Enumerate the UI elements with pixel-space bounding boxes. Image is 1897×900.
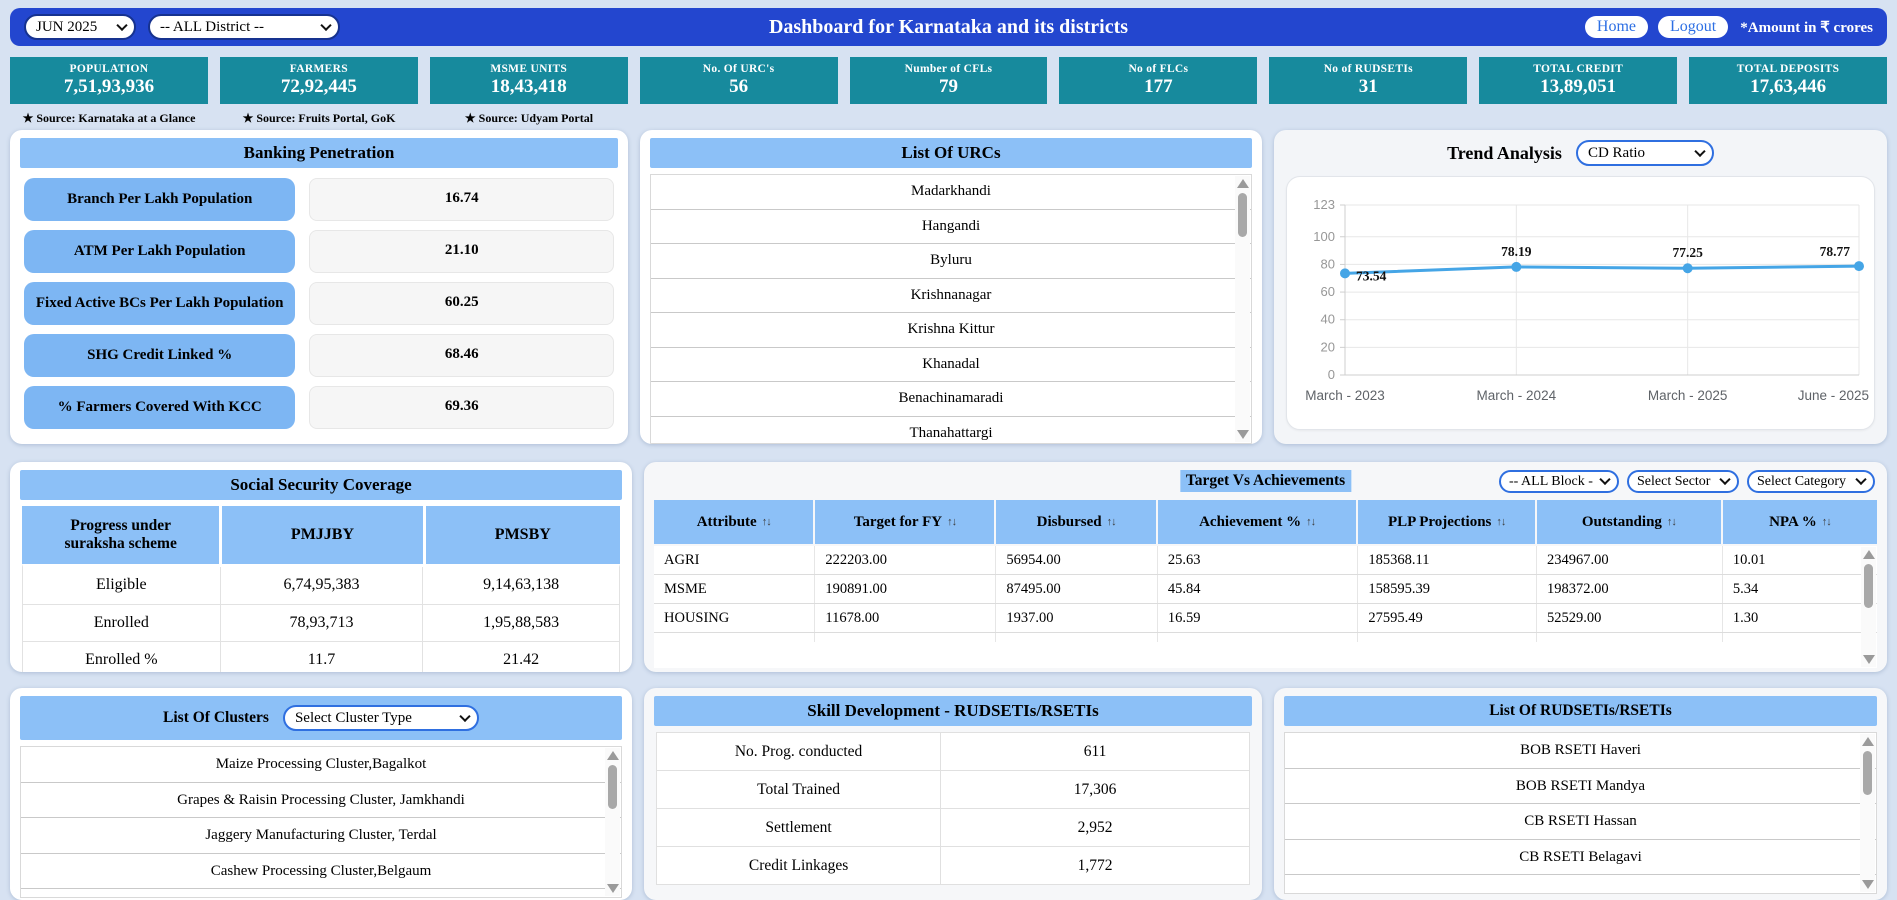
skill-development-panel	[644, 688, 1262, 900]
cell: 21.42	[422, 642, 619, 672]
sort-icon[interactable]: ↑↓	[1821, 516, 1831, 528]
cell: 2,952	[1077, 818, 1113, 836]
skill-table-row	[657, 809, 1249, 847]
sort-icon[interactable]: ↑↓	[947, 516, 957, 528]
scroll-down-icon[interactable]	[607, 884, 619, 893]
cell: Settlement	[657, 809, 941, 846]
clusters-panel	[10, 688, 632, 900]
social-table-row	[23, 605, 619, 643]
target-table-header	[654, 500, 1877, 544]
stat-label: TOTAL DEPOSITS	[1736, 63, 1840, 75]
social-security-panel	[10, 462, 632, 672]
svg-text:78.77: 78.77	[1819, 244, 1850, 260]
svg-text:73.54: 73.54	[1356, 268, 1387, 284]
cell: 16.59	[1158, 604, 1359, 632]
stat-card	[220, 57, 418, 104]
sort-icon[interactable]: ↑↓	[1496, 516, 1506, 528]
stat-cards-row	[10, 57, 1887, 104]
metric-value: 69.36	[309, 386, 614, 429]
metric-select-wrap	[1576, 140, 1714, 166]
stat-card	[10, 57, 208, 104]
target-table-row	[654, 546, 1877, 575]
cell: Enrolled	[93, 613, 149, 631]
stat-value: 72,92,445	[280, 76, 357, 97]
column-label: Achievement %	[1199, 513, 1302, 530]
banking-rows	[10, 174, 628, 433]
social-header-row	[22, 506, 620, 564]
cell: 1,772	[1077, 856, 1113, 874]
stat-label: MSME UNITS	[490, 63, 568, 75]
target-table-row	[654, 604, 1877, 633]
column-label: Outstanding	[1581, 513, 1662, 530]
urc-list-item: Krishna Kittur	[651, 313, 1251, 348]
metric-label: ATM Per Lakh Population	[24, 230, 295, 273]
cell: 11.7	[220, 642, 423, 672]
urc-list-item: Khanadal	[651, 348, 1251, 383]
rudseti-list-item: CB RSETI Hassan	[1285, 804, 1876, 840]
cell: 198372.00	[1537, 575, 1723, 603]
cell: 1,95,88,583	[422, 605, 619, 642]
cell: 6,74,95,383	[220, 567, 423, 604]
banking-row	[24, 178, 614, 221]
cell: 222203.00	[815, 546, 996, 574]
cell: 190891.00	[815, 575, 996, 603]
column-header-plp[interactable]	[1358, 500, 1537, 544]
sector-select-wrap	[1627, 470, 1739, 493]
metric-label: SHG Credit Linked %	[24, 334, 295, 377]
urc-list-panel	[640, 130, 1262, 444]
urc-list-item: Hangandi	[651, 210, 1251, 245]
rudseti-list-item: CB RSETI Belagavi	[1285, 840, 1876, 876]
urc-panel-title: List Of URCs	[650, 138, 1252, 168]
cluster-type-select[interactable]	[283, 705, 479, 731]
cell: 185368.11	[1358, 546, 1537, 574]
cell: 17,306	[1073, 780, 1117, 798]
sort-icon[interactable]: ↑↓	[761, 516, 771, 528]
skill-table	[656, 732, 1250, 885]
cell: 234967.00	[1537, 546, 1723, 574]
metric-label: Fixed Active BCs Per Lakh Population	[24, 282, 295, 325]
metric-label: Branch Per Lakh Population	[24, 178, 295, 221]
home-button[interactable]: Home	[1585, 16, 1648, 38]
target-table-row	[654, 575, 1877, 604]
rudsetis-panel	[1274, 688, 1887, 900]
source-notes	[10, 111, 1887, 127]
month-select[interactable]	[24, 14, 136, 40]
category-select[interactable]	[1747, 470, 1875, 493]
sector-select[interactable]	[1627, 470, 1739, 493]
stat-value: 17,63,446	[1750, 76, 1827, 97]
trend-analysis-panel	[1274, 130, 1887, 444]
scroll-thumb[interactable]	[608, 765, 617, 809]
scroll-thumb[interactable]	[1864, 564, 1873, 608]
rudseti-list-item: BOB RSETI Mandya	[1285, 769, 1876, 805]
rudsetis-scrollbar[interactable]	[1860, 734, 1875, 892]
cell: 611	[1083, 742, 1107, 760]
urc-list-item: Krishnanagar	[651, 279, 1251, 314]
cell: 25.63	[1158, 546, 1359, 574]
cluster-type-select-wrap	[283, 705, 479, 731]
column-label: PLP Projections	[1387, 513, 1492, 530]
cluster-list-item: Grapes & Raisin Processing Cluster, Jamkhandi	[21, 783, 621, 819]
cell	[654, 633, 815, 642]
column-header: Progress under suraksha scheme	[22, 506, 219, 564]
banking-row	[24, 386, 614, 429]
column-header: PMJJBY	[219, 506, 422, 564]
cell: Enrolled %	[85, 651, 158, 669]
cluster-list-item: Jaggery Manufacturing Cluster, Terdal	[21, 818, 621, 854]
social-panel-title: Social Security Coverage	[20, 470, 622, 500]
svg-text:40: 40	[1320, 311, 1335, 327]
sort-icon[interactable]: ↑↓	[1666, 516, 1676, 528]
cell: 10.01	[1732, 551, 1766, 568]
column-header: PMSBY	[423, 506, 620, 564]
cell: 78,93,713	[220, 605, 423, 642]
scroll-up-icon[interactable]	[1863, 550, 1875, 559]
target-table	[654, 500, 1877, 668]
banking-row	[24, 230, 614, 273]
column-header-achievement[interactable]	[1158, 500, 1359, 544]
banking-row	[24, 334, 614, 377]
skill-panel-title: Skill Development - RUDSETIs/RSETIs	[654, 696, 1252, 726]
source-note: ★ Source: Karnataka at a Glance	[22, 111, 196, 125]
block-select-wrap	[1499, 470, 1619, 493]
column-header-npa[interactable]	[1723, 500, 1877, 544]
target-table-scrollbar[interactable]	[1861, 547, 1876, 667]
district-select[interactable]	[148, 14, 340, 40]
metric-value: 60.25	[309, 282, 614, 325]
target-table-row-partial	[654, 633, 1877, 642]
target-panel-title: Target Vs Achievements	[1180, 470, 1351, 492]
stat-value: 177	[1144, 76, 1173, 97]
source-note: ★ Source: Fruits Portal, GoK	[242, 111, 396, 125]
urc-scrollbar[interactable]	[1235, 176, 1250, 442]
cluster-list-item: Maize Processing Cluster,Bagalkot	[21, 747, 621, 783]
stat-value: 7,51,93,936	[63, 76, 155, 97]
svg-text:80: 80	[1320, 256, 1335, 272]
stat-value: 31	[1358, 76, 1378, 97]
urc-list	[650, 174, 1252, 444]
scroll-thumb[interactable]	[1863, 751, 1872, 795]
stat-card	[430, 57, 628, 104]
stat-card	[1269, 57, 1467, 104]
stat-label: FARMERS	[289, 63, 348, 75]
urc-list-item: Madarkhandi	[651, 175, 1251, 210]
skill-table-row	[657, 847, 1249, 884]
cell: 1.30	[1732, 609, 1759, 626]
cell	[1158, 633, 1359, 642]
stat-card	[640, 57, 838, 104]
target-achievements-panel	[644, 462, 1887, 672]
source-note: ★ Source: Udyam Portal	[464, 111, 594, 125]
top-bar	[10, 8, 1887, 46]
social-table-row	[23, 567, 619, 605]
stat-value: 79	[939, 76, 958, 97]
cell: No. Prog. conducted	[657, 733, 941, 770]
svg-text:78.19: 78.19	[1501, 243, 1532, 259]
svg-text:March - 2023: March - 2023	[1305, 388, 1385, 403]
banking-penetration-panel	[10, 130, 628, 444]
urc-list-item: Byluru	[651, 244, 1251, 279]
cell: 45.84	[1158, 575, 1359, 603]
cell: Total Trained	[657, 771, 941, 808]
column-label: NPA %	[1769, 513, 1817, 530]
cell: Eligible	[96, 576, 147, 594]
column-header-target[interactable]	[815, 500, 996, 544]
cell: 5.34	[1732, 580, 1759, 597]
cell: 27595.49	[1358, 604, 1537, 632]
metric-value: 68.46	[309, 334, 614, 377]
urc-list-item: Benachinamaradi	[651, 382, 1251, 417]
rudsetis-list	[1284, 732, 1877, 894]
trend-line-chart	[1287, 177, 1874, 427]
rudseti-list-item: BOB RSETI Haveri	[1285, 733, 1876, 769]
svg-text:20: 20	[1320, 339, 1335, 355]
scroll-down-icon[interactable]	[1863, 655, 1875, 664]
target-table-body	[654, 544, 1877, 668]
rudsetis-panel-title: List Of RUDSETIs/RSETIs	[1284, 696, 1877, 726]
cell	[1537, 633, 1723, 642]
stat-card	[1479, 57, 1677, 104]
banking-row	[24, 282, 614, 325]
stat-value: 56	[729, 76, 749, 97]
column-label: Disbursed	[1036, 513, 1102, 530]
svg-text:0: 0	[1327, 367, 1335, 382]
metric-value: 16.74	[309, 178, 614, 221]
block-select[interactable]	[1499, 470, 1619, 493]
stat-label: POPULATION	[69, 63, 149, 75]
cell: Credit Linkages	[657, 847, 941, 884]
page-title: Dashboard for Karnataka and its districts	[768, 15, 1129, 38]
stat-label: TOTAL CREDIT	[1533, 63, 1624, 75]
trend-metric-select[interactable]	[1576, 140, 1714, 166]
cell: MSME	[654, 575, 815, 603]
stat-label: No. Of URC's	[702, 63, 775, 75]
trend-chart	[1286, 176, 1875, 430]
stat-label: No of RUDSETIs	[1323, 63, 1413, 75]
column-label: Attribute	[696, 513, 757, 530]
district-select-wrap	[148, 14, 340, 40]
scroll-up-icon[interactable]	[607, 751, 619, 760]
column-label: Target for FY	[853, 513, 943, 530]
skill-table-row	[657, 771, 1249, 809]
cell: 1937.00	[996, 604, 1157, 632]
cell	[1358, 633, 1537, 642]
category-select-wrap	[1747, 470, 1875, 493]
cell: 56954.00	[996, 546, 1157, 574]
social-table-body	[22, 564, 620, 672]
month-select-wrap	[24, 14, 136, 40]
svg-text:June - 2025: June - 2025	[1797, 388, 1869, 403]
svg-text:77.25: 77.25	[1672, 245, 1703, 261]
svg-text:100: 100	[1313, 228, 1335, 244]
cell	[815, 633, 996, 642]
urc-list-item: Thanahattargi	[651, 417, 1251, 445]
column-header-outstanding[interactable]	[1537, 500, 1723, 544]
clusters-list	[20, 746, 622, 898]
scroll-down-icon[interactable]	[1862, 880, 1874, 889]
scroll-up-icon[interactable]	[1862, 737, 1874, 746]
clusters-panel-title: List Of Clusters	[163, 709, 269, 726]
banking-panel-title: Banking Penetration	[20, 138, 618, 168]
social-table-row	[23, 642, 619, 672]
cell: 52529.00	[1537, 604, 1723, 632]
cell: AGRI	[654, 546, 815, 574]
social-security-table	[22, 506, 620, 672]
svg-text:60: 60	[1320, 284, 1335, 300]
trend-title: Trend Analysis	[1447, 142, 1562, 163]
stat-label: No of FLCs	[1128, 63, 1189, 75]
cell: 9,14,63,138	[422, 567, 619, 604]
cell: 87495.00	[996, 575, 1157, 603]
amount-note: *Amount in ₹ crores	[1740, 19, 1873, 36]
metric-value: 21.10	[309, 230, 614, 273]
stat-card	[1689, 57, 1887, 104]
cell: 11678.00	[815, 604, 996, 632]
svg-text:123: 123	[1313, 197, 1335, 212]
skill-table-row	[657, 733, 1249, 771]
scroll-up-icon[interactable]	[1237, 179, 1249, 188]
column-header-attribute[interactable]	[654, 500, 815, 544]
cell: 158595.39	[1358, 575, 1537, 603]
cell	[996, 633, 1157, 642]
stat-label: Number of CFLs	[904, 63, 993, 75]
stat-value: 18,43,418	[490, 76, 567, 97]
sort-icon[interactable]: ↑↓	[1306, 516, 1316, 528]
cell: HOUSING	[654, 604, 815, 632]
svg-text:March - 2024: March - 2024	[1476, 388, 1557, 403]
clusters-scrollbar[interactable]	[605, 748, 620, 896]
cell	[1723, 633, 1877, 642]
stat-value: 13,89,051	[1540, 76, 1617, 97]
svg-text:March - 2025: March - 2025	[1647, 388, 1728, 403]
column-header-disbursed[interactable]	[996, 500, 1157, 544]
scroll-down-icon[interactable]	[1237, 430, 1249, 439]
stat-card	[1059, 57, 1257, 104]
stat-card	[850, 57, 1048, 104]
scroll-thumb[interactable]	[1238, 193, 1247, 237]
logout-button[interactable]: Logout	[1658, 16, 1728, 38]
metric-label: % Farmers Covered With KCC	[24, 386, 295, 429]
sort-icon[interactable]: ↑↓	[1106, 516, 1116, 528]
cluster-list-item: Cashew Processing Cluster,Belgaum	[21, 854, 621, 890]
